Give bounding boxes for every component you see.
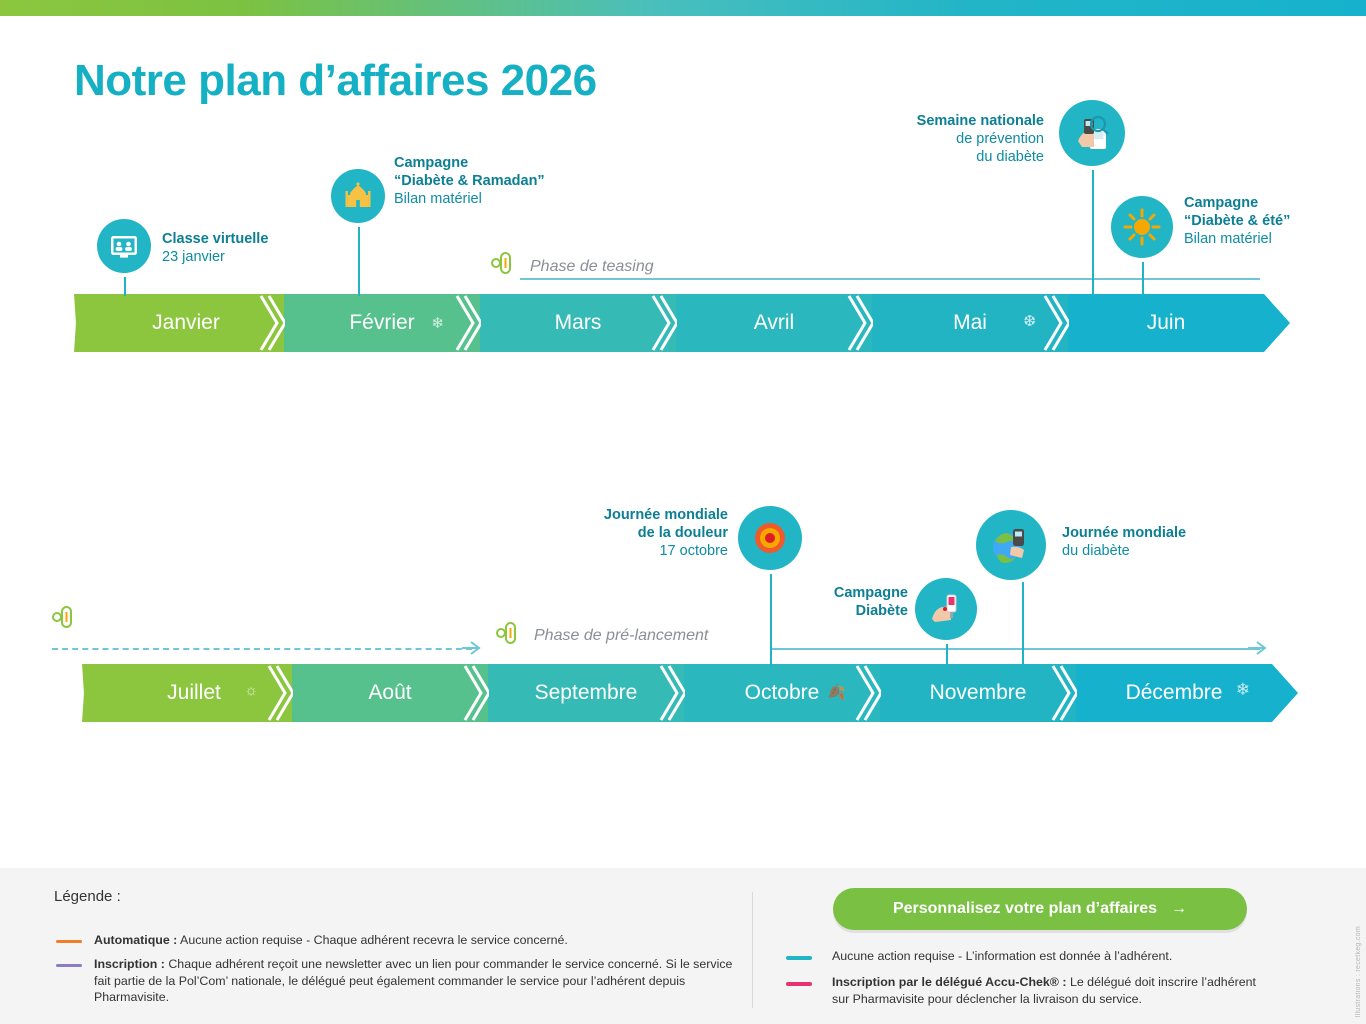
milestone-subtitle: 17 octobre [659, 543, 728, 560]
legend-color-automatique [56, 940, 82, 943]
milestone-title-line2: “Diabète & Ramadan” [394, 173, 545, 190]
timeline-bar-2 [82, 664, 1298, 722]
milestone-subtitle-line1: de prévention [956, 131, 1044, 148]
snowflake-icon: ❄ [431, 315, 444, 332]
month-segment-novembre[interactable] [880, 664, 1076, 722]
milestone-title-line1: Journée mondiale [1062, 525, 1187, 541]
teasing-phase-label: Phase de teasing [530, 258, 654, 275]
legend-item-inscription-delegue [832, 974, 1272, 1007]
milestone-title-line2: Diabète [855, 603, 908, 620]
milestone-stem [1022, 580, 1024, 666]
insulin-pen-icon [487, 246, 521, 280]
month-segment-juin[interactable] [1068, 294, 1264, 352]
page-title: Notre plan d’affaires 2026 [74, 56, 597, 105]
legend-color-inscription [56, 964, 82, 967]
month-label: Juillet [167, 681, 221, 704]
insulin-pen-icon [492, 616, 526, 650]
timeline-bar-1 [74, 294, 1290, 352]
month-segment-janvier[interactable] [88, 294, 284, 352]
legend-color-inscription-delegue [786, 982, 812, 986]
milestone-subtitle: 23 janvier [162, 249, 225, 266]
pre-launch-dashed-line [52, 648, 472, 650]
milestone-label-classe-virtuelle [162, 230, 362, 266]
legend-item-text: Aucune action requise - L’information est donnée à l’adhérent. [832, 949, 1173, 963]
arrow-right-icon: → [1171, 900, 1188, 917]
milestone-subtitle: Bilan matériel [1184, 231, 1272, 248]
milestone-title-line1: Campagne [833, 585, 908, 601]
insulin-pen-icon [48, 600, 82, 634]
milestone-title-line1: Campagne [394, 155, 469, 171]
pre-launch-phase-label: Phase de pré-lancement [534, 627, 709, 644]
month-segment-mai[interactable] [872, 294, 1068, 352]
personalize-plan-button[interactable] [833, 888, 1247, 930]
month-segment-mars[interactable] [480, 294, 676, 352]
month-label: Février [349, 311, 415, 334]
milestone-title-line2: de la douleur [637, 525, 728, 542]
legend-item-bold: Inscription par le délégué Accu-Chek® : [832, 975, 1067, 989]
cta-label: Personnalisez votre plan d’affaires [892, 900, 1158, 917]
milestone-subtitle: Bilan matériel [394, 191, 482, 208]
pre-launch-solid-line [770, 648, 1260, 650]
glucometer-magnifier-icon[interactable] [1059, 100, 1125, 166]
milestone-title-line1: Semaine nationale [916, 113, 1044, 129]
legend-item-text: Chaque adhérent reçoit une newsletter avec un lien pour commander le service concerné. Si le service fait partie de la Pol’Com’ nationale, le délégué peut également commander le service pour l’adhérent depuis Pharmavisite. [94, 957, 733, 1005]
bar-tail [82, 664, 96, 722]
milestone-label-campagne-ramadan [394, 154, 654, 208]
month-label: Août [368, 681, 412, 704]
month-segment-juillet[interactable] [96, 664, 292, 722]
legend-item-bold: Inscription : [94, 957, 165, 971]
bar-tail [74, 294, 88, 352]
milestone-stem [1092, 170, 1094, 296]
month-label: Septembre [534, 681, 638, 704]
illustration-credit: Illustrations : recetkeg.com [1355, 926, 1362, 1018]
leaf-icon: 🍂 [827, 684, 846, 701]
month-segment-fevrier[interactable] [284, 294, 480, 352]
milestone-label-semaine-prevention [828, 112, 1044, 166]
month-label: Octobre [744, 681, 820, 704]
milestone-label-journee-douleur [520, 506, 728, 560]
milestone-title-line1: Campagne [1184, 195, 1259, 211]
legend-item-info [832, 948, 1272, 965]
snowflake-icon: ❆ [1023, 313, 1036, 330]
month-segment-aout[interactable] [292, 664, 488, 722]
month-label: Mars [554, 311, 602, 334]
milestone-title-line2: “Diabète & été” [1184, 213, 1291, 230]
month-label: Juin [1146, 311, 1186, 334]
legend-heading: Légende : [54, 888, 121, 905]
month-segment-octobre[interactable] [684, 664, 880, 722]
month-segment-avril[interactable] [676, 294, 872, 352]
milestone-stem [770, 560, 772, 666]
timeline-first-half [74, 294, 1290, 352]
video-class-icon[interactable] [97, 219, 151, 273]
chevron-divider-icon [659, 664, 685, 722]
month-label: Décembre [1125, 681, 1223, 704]
milestone-label-campagne-ete [1184, 194, 1364, 248]
legend-item-bold: Automatique : [94, 933, 178, 947]
legend-item-inscription [94, 956, 744, 1006]
milestone-stem [946, 640, 948, 666]
chevron-divider-icon [455, 294, 481, 352]
milestone-title: Classe virtuelle [162, 231, 269, 247]
globe-glucometer-icon[interactable] [976, 510, 1046, 580]
milestone-label-campagne-diabete [780, 584, 908, 620]
legend-item-automatique [94, 932, 744, 949]
month-label: Mai [953, 311, 987, 334]
milestone-label-journee-diabete [1062, 524, 1272, 560]
teasing-phase-line [520, 278, 1260, 280]
sun-icon[interactable] [1111, 196, 1173, 258]
chevron-divider-icon [1051, 664, 1077, 722]
chevron-divider-icon [651, 294, 677, 352]
arrow-head-icon [1248, 638, 1270, 658]
legend-item-text: Aucune action requise - Chaque adhérent recevra le service concerné. [177, 933, 568, 947]
arrow-head-icon [462, 638, 484, 658]
top-gradient-bar [0, 0, 1366, 16]
milestone-subtitle: du diabète [1062, 543, 1130, 560]
chevron-divider-icon [259, 294, 285, 352]
finger-prick-icon[interactable] [915, 578, 977, 640]
milestone-subtitle-line2: du diabète [976, 149, 1044, 166]
legend-divider [752, 892, 753, 1008]
milestone-title-line1: Journée mondiale [603, 507, 728, 523]
mosque-icon[interactable] [331, 169, 385, 223]
sun-small-icon: ☼ [244, 682, 258, 699]
timeline-second-half [82, 664, 1298, 722]
month-label: Novembre [929, 681, 1027, 704]
snowflake-icon: ❄ [1235, 680, 1250, 699]
month-segment-septembre[interactable] [488, 664, 684, 722]
month-label: Avril [753, 311, 795, 334]
legend-color-info [786, 956, 812, 960]
chevron-divider-icon [1043, 294, 1069, 352]
chevron-divider-icon [855, 664, 881, 722]
chevron-divider-icon [463, 664, 489, 722]
bar-head-arrow [1264, 294, 1290, 352]
chevron-divider-icon [847, 294, 873, 352]
chevron-divider-icon [267, 664, 293, 722]
legend-item-text: Le délégué doit inscrire l’adhérent sur Pharmavisite pour déclencher la livraison du service. [832, 975, 1256, 1006]
month-segment-decembre[interactable] [1076, 664, 1272, 722]
pain-target-icon[interactable] [738, 506, 802, 570]
bar-head-arrow [1272, 664, 1298, 722]
month-label: Janvier [152, 311, 220, 334]
